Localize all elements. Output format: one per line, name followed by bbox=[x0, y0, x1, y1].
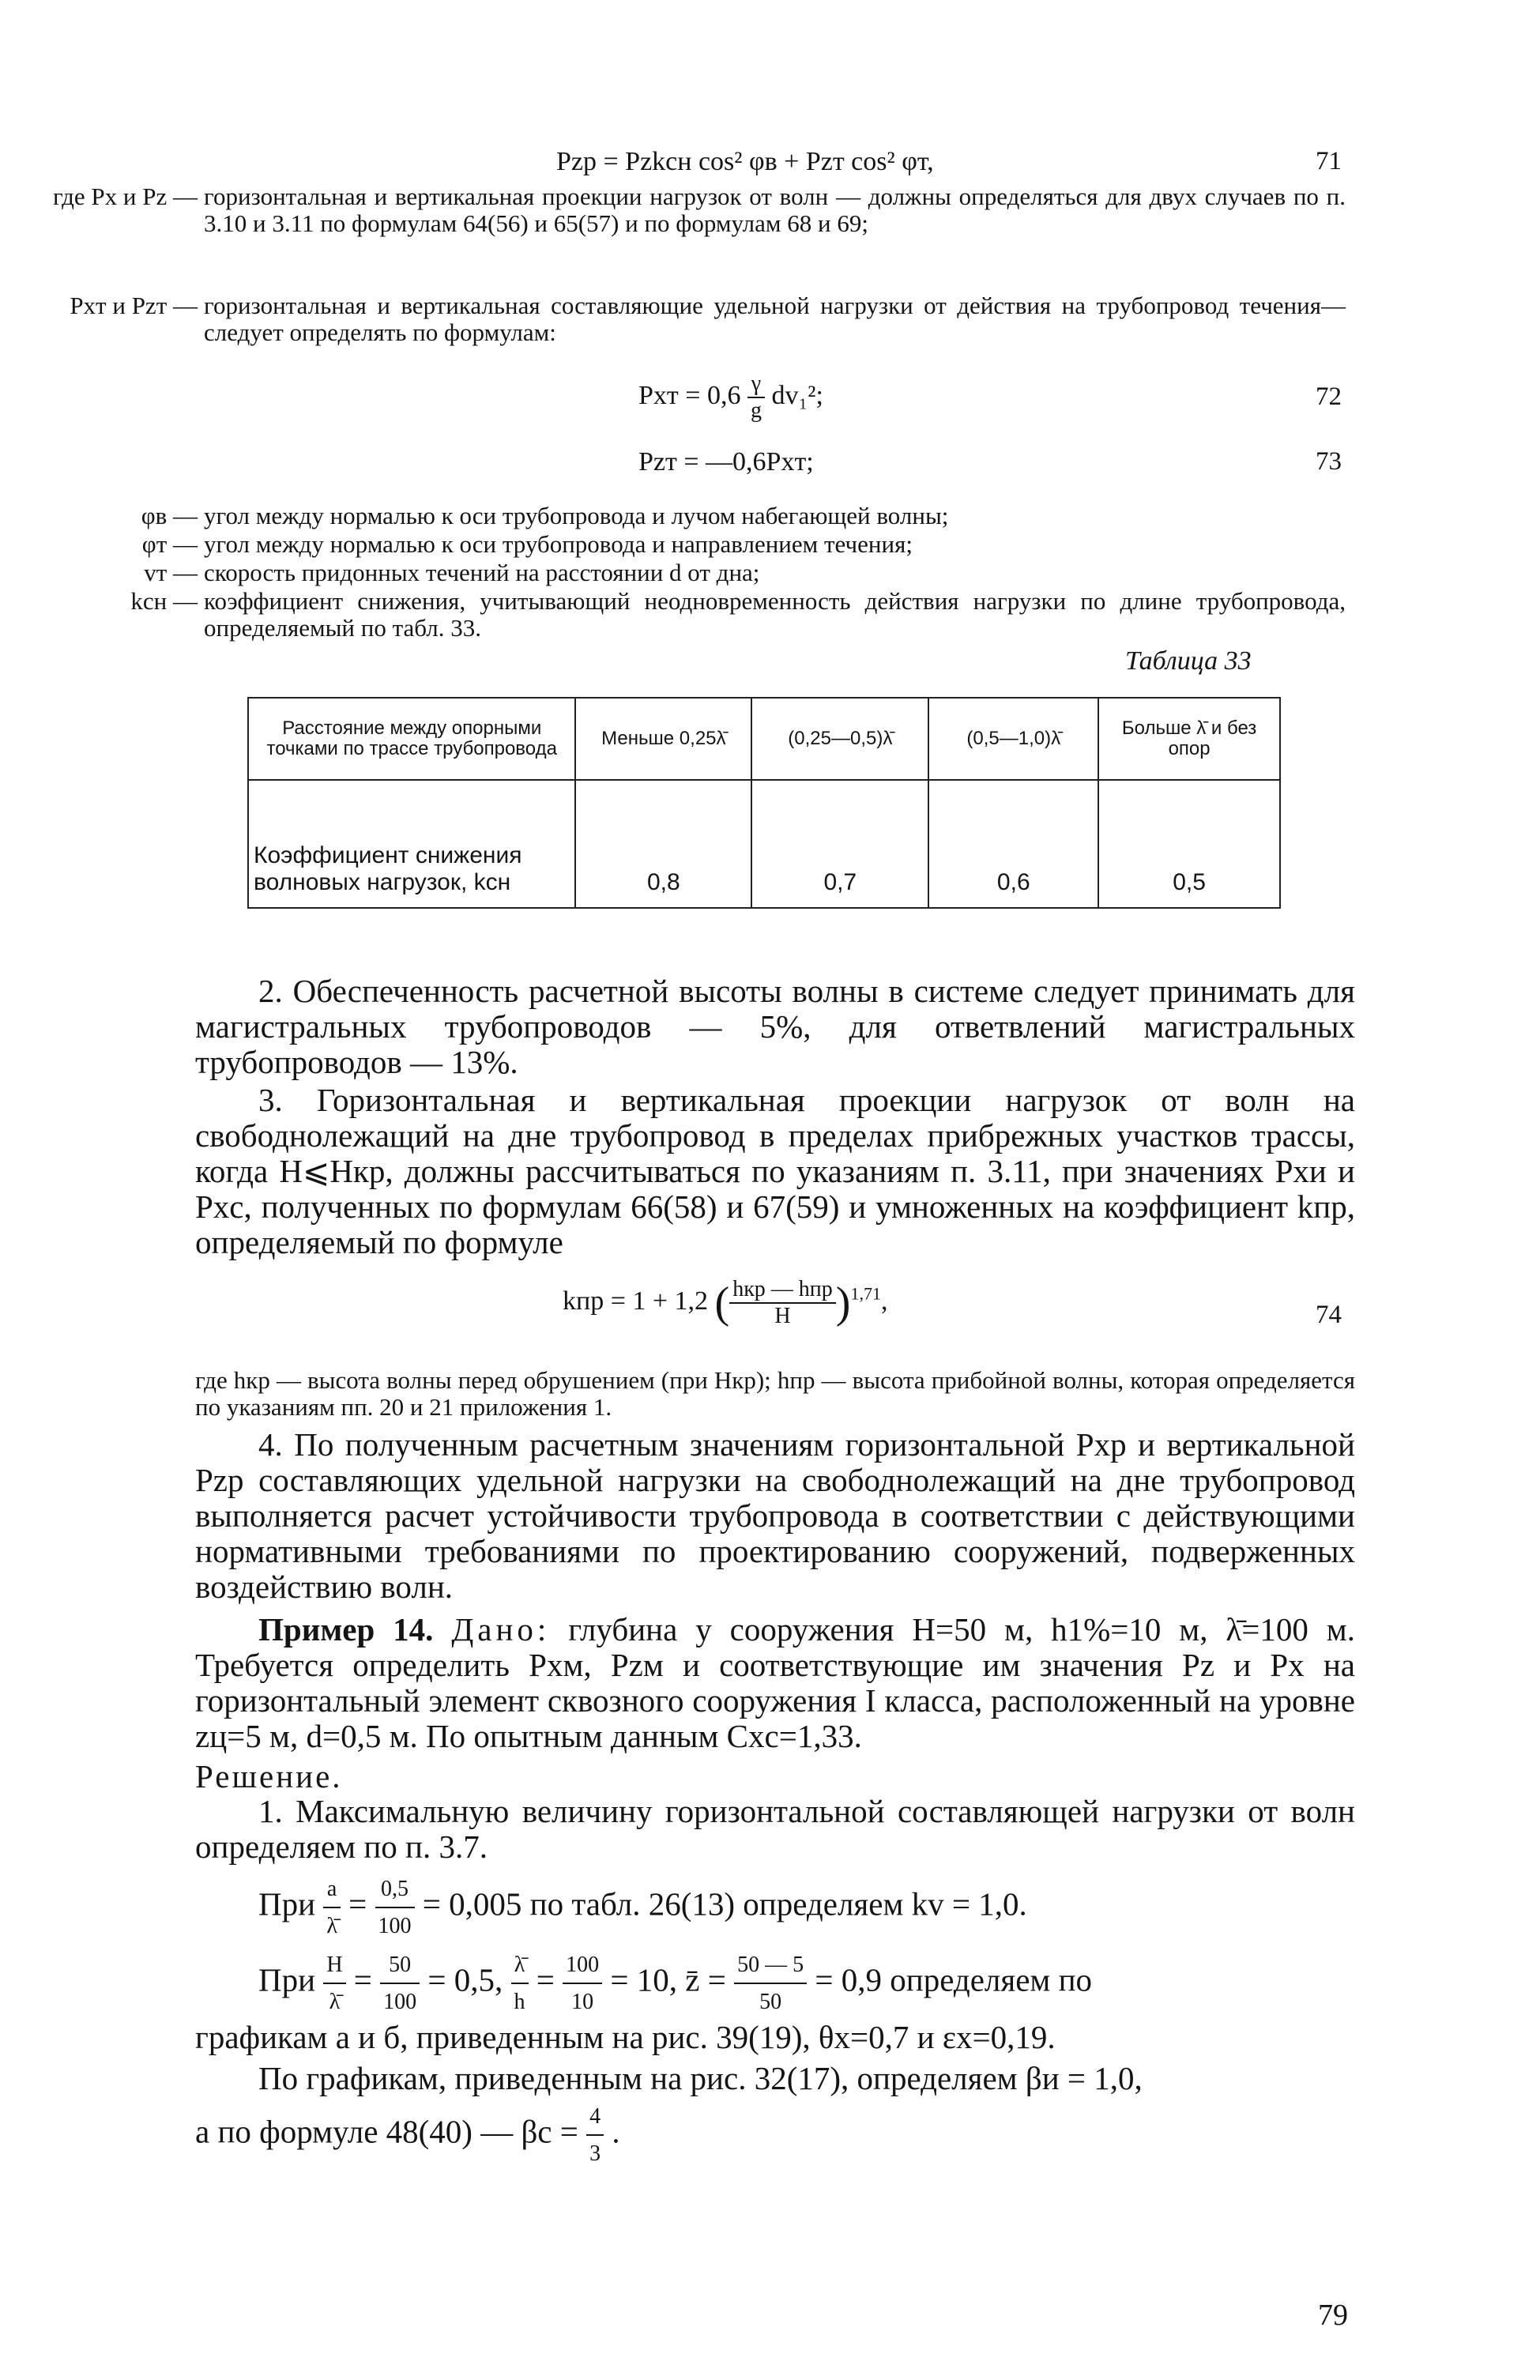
table-cell: 0,6 bbox=[928, 780, 1098, 908]
calc-text: z̄ = bbox=[685, 1961, 726, 1998]
example-given-label: Дано: bbox=[451, 1611, 551, 1648]
definition-pxt-pzt bbox=[0, 292, 1355, 348]
equation-71-number: 71 bbox=[1316, 147, 1342, 175]
table-header-cell: (0,5—1,0)λ̄ bbox=[928, 698, 1098, 780]
fraction-denominator: 100 bbox=[378, 1914, 412, 1938]
definition-phi-v bbox=[0, 503, 1355, 531]
definition-desc: угол между нормалью к оси трубопровода и лучом набегающей волны; bbox=[204, 502, 949, 529]
table-header-cell: Расстояние между опорными точками по трассе трубопровода bbox=[248, 698, 575, 780]
left-paren: ( bbox=[714, 1278, 730, 1327]
equation-74-lhs: kпр = 1 + 1,2 bbox=[563, 1286, 709, 1316]
fraction-numerator: 4 bbox=[586, 2099, 604, 2136]
fraction bbox=[323, 1947, 345, 2020]
table-33 bbox=[247, 697, 1281, 909]
fraction bbox=[563, 1947, 602, 2020]
calculation-2 bbox=[258, 1947, 1092, 2020]
equation-72-lhs: Pxт = 0,6 bbox=[638, 380, 741, 410]
fraction-numerator: γ bbox=[747, 371, 765, 398]
paragraph-4: 4. По полученным расчетным значениям горизонтальной Pxр и вертикальной Pzр составляющих удельной нагрузки на свободнолежащий на дне трубопровод выполняется расчет устойчивости трубопровода в соответствии с действующими нормативными требованиями по проектированию сооружений, подверженных воздействию волн. bbox=[195, 1426, 1355, 1605]
table-caption: Таблица 33 bbox=[1125, 646, 1252, 676]
fraction-denominator: λ̄ bbox=[326, 1914, 337, 1938]
equation-74-number: 74 bbox=[1316, 1301, 1342, 1329]
fraction-denominator: λ̄ bbox=[329, 1990, 341, 2014]
equation-71-text: Pzp = Pzkсн cos² φв + Pzт cos² φт, bbox=[556, 147, 934, 176]
fraction-numerator: λ̄ bbox=[511, 1947, 529, 1984]
calculation-3-line-2 bbox=[195, 2099, 620, 2171]
calc-text: а по формуле 48(40) — βс = bbox=[195, 2113, 578, 2150]
definition-term: vт — bbox=[144, 559, 198, 586]
equation-72-rhs: dv₁²; bbox=[771, 380, 823, 410]
fraction-denominator: 50 bbox=[759, 1990, 782, 2014]
equation-71 bbox=[556, 147, 934, 177]
definition-px-pz bbox=[0, 183, 1355, 291]
calc-text: = bbox=[348, 1885, 367, 1922]
fraction-numerator: 0,5 bbox=[375, 1871, 415, 1908]
calc-text: = 0,9 определяем по bbox=[815, 1961, 1093, 1998]
equation-73-text: Pzт = —0,6Pxт; bbox=[638, 447, 814, 476]
fraction-numerator: 100 bbox=[563, 1947, 602, 1984]
fraction-numerator: 50 — 5 bbox=[734, 1947, 807, 1984]
definition-desc: коэффициент снижения, учитывающий неодновременность действия нагрузки по длине трубопровода, определяемый по табл. 33. bbox=[204, 587, 1346, 642]
fraction bbox=[511, 1947, 529, 2020]
table-header-row bbox=[248, 698, 1280, 780]
calc-text: При bbox=[258, 1885, 316, 1922]
equation-72-fraction bbox=[747, 371, 765, 424]
fraction bbox=[734, 1947, 807, 2020]
fraction-numerator: hкр — hпр bbox=[729, 1277, 836, 1304]
table-row bbox=[248, 780, 1280, 908]
calc-text: При bbox=[258, 1961, 316, 1998]
definition-term: φт — bbox=[141, 530, 198, 558]
page-number: 79 bbox=[1318, 2299, 1348, 2332]
table-header-cell: Меньше 0,25λ̄ bbox=[575, 698, 751, 780]
definition-term: Pxт и Pzт — bbox=[70, 292, 198, 319]
paragraph-2: 2. Обеспеченность расчетной высоты волны в системе следует принимать для магистральных трубопроводов — 5%, для ответвлений магистральных трубопроводов — 13%. bbox=[195, 973, 1355, 1080]
solution-label: Решение. bbox=[195, 1758, 343, 1794]
fraction bbox=[380, 1947, 420, 2020]
table-header-cell: Больше λ̄ и без опор bbox=[1098, 698, 1280, 780]
calc-text: . bbox=[612, 2113, 620, 2150]
fraction-denominator: 10 bbox=[571, 1990, 594, 2014]
equation-73-number: 73 bbox=[1316, 447, 1342, 476]
equation-72-number: 72 bbox=[1316, 382, 1342, 411]
calc-text: = 0,5, bbox=[427, 1961, 503, 1998]
calculation-1 bbox=[258, 1871, 1027, 1944]
equation-74-tail: , bbox=[880, 1286, 888, 1316]
calculation-3-line-1: По графикам, приведенным на рис. 32(17), определяем βи = 1,0, bbox=[258, 2060, 1143, 2096]
equals-sign: = bbox=[353, 1961, 372, 1998]
definition-term: kсн — bbox=[130, 587, 198, 615]
equation-74-note: где hкр — высота волны перед обрушением (при Hкр); hпр — высота прибойной волны, которая определяется по указаниям пп. 20 и 21 приложения 1. bbox=[195, 1366, 1355, 1421]
definition-desc: горизонтальная и вертикальная составляющие удельной нагрузки от действия на трубопровод течения—следует определять по формулам: bbox=[204, 292, 1346, 346]
fraction-numerator: a bbox=[323, 1871, 341, 1908]
definition-desc: угол между нормалью к оси трубопровода и направлением течения; bbox=[204, 530, 913, 558]
equation-74 bbox=[563, 1277, 887, 1329]
equation-74-exponent: 1,71 bbox=[850, 1283, 881, 1304]
table-cell: 0,5 bbox=[1098, 780, 1280, 908]
definition-v-t bbox=[0, 559, 1355, 588]
definition-term: φв — bbox=[141, 502, 198, 529]
fraction-numerator: H bbox=[323, 1947, 345, 1984]
fraction-numerator: 50 bbox=[380, 1947, 420, 1984]
equals-sign: = bbox=[536, 1961, 555, 1998]
definition-phi-t bbox=[0, 531, 1355, 559]
fraction-denominator: H bbox=[774, 1304, 791, 1328]
calc-text: = 10, bbox=[610, 1961, 678, 1998]
fraction-denominator: g bbox=[750, 398, 762, 423]
equation-73 bbox=[638, 447, 814, 477]
example-label: Пример 14. bbox=[258, 1611, 434, 1648]
solution-step-1: 1. Максимальную величину горизонтальной составляющей нагрузки от волн определяем по п. 3.7. bbox=[195, 1793, 1355, 1865]
fraction-denominator: 3 bbox=[589, 2141, 601, 2166]
right-paren: ) bbox=[835, 1278, 851, 1327]
definition-desc: горизонтальная и вертикальная проекции нагрузок от волн — должны определяться для двух случаев по п. 3.10 и 3.11 по формулам 64(56) и 65(57) и по формулам 68 и 69; bbox=[204, 183, 1346, 237]
definition-desc: скорость придонных течений на расстоянии d от дна; bbox=[204, 559, 760, 586]
equation-74-fraction bbox=[729, 1277, 836, 1329]
table-row-header: Коэффициент снижения волновых нагрузок, kсн bbox=[248, 780, 575, 908]
fraction bbox=[586, 2099, 604, 2171]
fraction bbox=[375, 1871, 415, 1944]
fraction bbox=[323, 1871, 341, 1944]
definition-term: где Px и Pz — bbox=[52, 183, 198, 210]
fraction-denominator: h bbox=[514, 1990, 525, 2014]
calc-text: = 0,005 по табл. 26(13) определяем kv = 1,0. bbox=[422, 1885, 1027, 1922]
definition-k-sn bbox=[0, 588, 1355, 643]
example-14 bbox=[195, 1612, 1355, 1762]
fraction-denominator: 100 bbox=[383, 1990, 417, 2014]
equation-72 bbox=[638, 371, 823, 424]
table-cell: 0,7 bbox=[751, 780, 928, 908]
example-text: глубина у сооружения H=50 м, h1%=10 м, λ̄=100 м. Требуется определить Pxм, Pzм и соответствующие им значения Pz и Px на горизонтальный элемент сквозного сооружения I класса, расположенный на уровне zц=5 м, d=0,5 м. По опытным данным Cxс=1,33. bbox=[195, 1611, 1355, 1754]
paragraph-3: 3. Горизонтальная и вертикальная проекции нагрузок от волн на свободнолежащий на дне трубопровод в пределах прибрежных участков трассы, когда H⩽Hкр, должны рассчитываться по указаниям п. 3.11, при значениях Pxи и Pxс, полученных по формулам 66(58) и 67(59) и умноженных на коэффициент kпр, определяемый по формуле bbox=[195, 1082, 1355, 1260]
table-header-cell: (0,25—0,5)λ̄ bbox=[751, 698, 928, 780]
calculation-2-continued: графикам а и б, приведенным на рис. 39(19), θx=0,7 и εx=0,19. bbox=[195, 2019, 1056, 2055]
table-cell: 0,8 bbox=[575, 780, 751, 908]
